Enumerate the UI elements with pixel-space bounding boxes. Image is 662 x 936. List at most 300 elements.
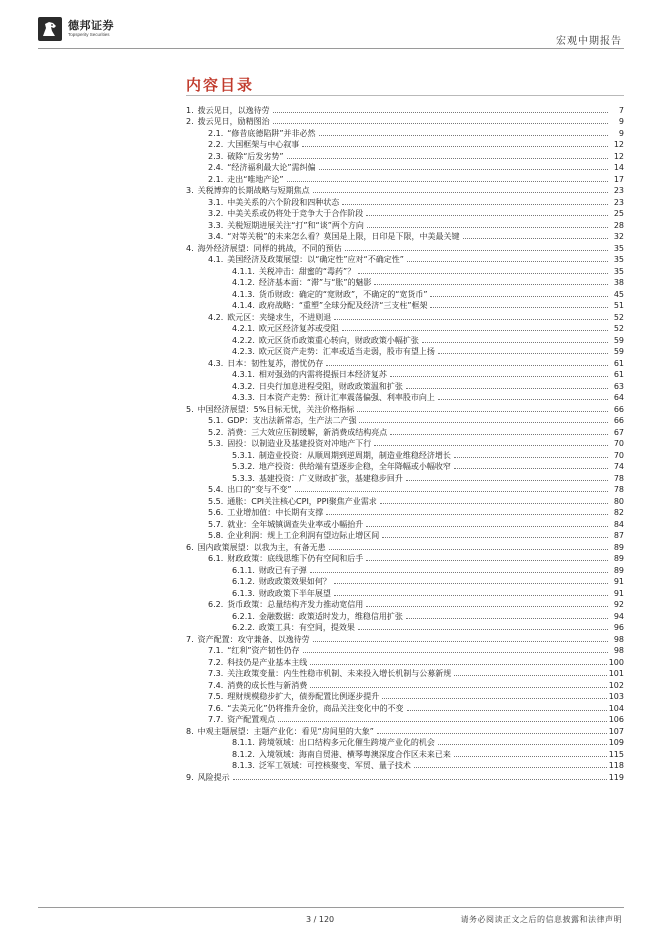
toc-entry-number: 2.4. [208,163,224,172]
toc-leader-dots [390,434,608,435]
toc-entry-page: 14 [613,163,624,172]
toc-entry-title: 出口的“变与不变” [227,485,292,494]
toc-leader-dots [366,526,608,527]
toc-entry[interactable] [186,448,624,460]
toc-entry[interactable] [186,391,624,403]
toc-leader-dots [463,238,608,239]
toc-entry-page: 96 [613,623,624,632]
toc-leader-dots [406,480,608,481]
toc-entry[interactable] [186,621,624,633]
toc-entry-title: 政府战略：“重塑”全球分配及经济“三支柱”框架 [258,301,428,310]
toc-leader-dots [430,296,608,297]
toc-entry[interactable] [186,437,624,449]
toc-entry-page: 67 [613,427,624,437]
toc-entry-number: 5.5. [208,496,224,506]
toc-leader-dots [438,353,608,354]
toc-entry-title: 日本：韧性复苏，潜忧仍存 [227,358,324,368]
toc-entry-page: 104 [608,703,624,713]
toc-leader-dots [454,457,608,458]
toc-entry[interactable] [186,736,624,748]
toc-entry-page: 35 [613,266,624,276]
toc-entry-title: 相对强劲的内需将提振日本经济复苏 [258,370,387,379]
toc-leader-dots [366,606,608,607]
toc-entry-page: 107 [608,726,624,736]
toc-entry-page: 59 [613,347,624,356]
toc-entry-number: 7.2. [208,657,224,667]
toc-entry-number: 4.1.2. [232,278,255,287]
toc-entry[interactable] [186,414,624,426]
toc-entry-page: 17 [613,174,624,184]
toc-entry-title: 泛军工领域：可控核聚变、军贸、量子技术 [258,761,411,770]
toc-entry-title: 消费：三大效应压制缓解，新消费成结构亮点 [227,427,388,437]
toc-entry-title: 走出“唯地产论” [227,174,284,184]
toc-leader-dots [302,146,608,147]
toc-entry-number: 4.3.2. [232,381,255,391]
toc-entry-page: 63 [613,381,624,391]
toc-entry-page: 12 [613,140,624,149]
toc-leader-dots [414,767,607,768]
toc-entry-number: 4.1.4. [232,301,255,310]
toc-entry[interactable] [186,149,624,161]
toc-entry-title: 理财规模稳步扩大，债券配置比例逐步提升 [227,692,380,701]
toc-entry-title: 中国经济展望：5%目标无忧，关注价格指标 [197,404,355,414]
table-of-contents [186,103,624,782]
toc-entry-title: 国内政策展望：以我为主，有备无患 [197,542,326,552]
toc-entry-number: 6.1.2. [232,577,255,586]
toc-entry-number: 4.1. [208,255,224,264]
toc-entry-page: 59 [613,335,624,345]
toc-leader-dots [303,652,608,653]
toc-leader-dots [295,491,608,492]
toc-entry-page: 106 [608,715,624,724]
toc-entry-number: 2.1. [208,174,224,184]
toc-entry-number: 7.6. [208,703,224,713]
toc-entry[interactable] [186,598,624,610]
toc-entry[interactable] [186,207,624,219]
toc-entry-number: 3.3. [208,220,224,230]
toc-entry-title: 海外经济展望：同样的挑战，不同的预估 [197,243,342,253]
toc-entry-page: 109 [608,738,624,747]
toc-entry-number: 7.5. [208,692,224,701]
toc-entry[interactable] [186,678,624,690]
toc-entry-title: “对等关税”的未来怎么看？莫国是上限，日印是下限，中美最关键 [227,232,460,241]
toc-entry-title: 工业增加值：中长期有支撑 [227,508,324,517]
toc-entry-title: 就业：全年城镇调查失业率或小幅抬升 [227,519,364,529]
toc-entry-number: 6.2.2. [232,623,255,632]
header-divider [38,48,624,49]
toc-entry-title: 资产配置：攻守兼备、以逸待劳 [197,634,310,644]
toc-entry-number: 5.3.3. [232,473,255,483]
toc-leader-dots [438,744,607,745]
toc-entry-number: 2.3. [208,151,224,161]
toc-entry-title: “经济福利最大论”需纠偏 [227,163,316,172]
toc-leader-dots [374,445,608,446]
toc-leader-dots [233,779,607,780]
footer-divider [38,907,624,908]
toc-leader-dots [357,411,608,412]
toc-entry-title: 美国经济及政策展望：以“确定性”应对“不确定性” [227,255,404,264]
report-type: 宏观中期报告 [556,36,622,47]
horse-logo-icon [38,17,62,41]
toc-entry-page: 115 [608,749,624,759]
toc-entry-page: 91 [613,588,624,598]
toc-entry-number: 5.3.1. [232,450,255,460]
toc-leader-dots [366,560,608,561]
toc-entry-page: 91 [613,577,624,586]
toc-entry-title: 财政已有子弹 [258,565,307,575]
toc-entry-title: 关注政策变量：内生性稳市机制、未来投入增长机制与公募新规 [227,669,452,678]
toc-entry-number: 6.1.3. [232,588,255,598]
toc-entry-title: 跨境领域：出口结构多元化催生跨境产业化的机会 [258,738,435,747]
toc-leader-dots [358,629,608,630]
toc-entry-title: 关税博弈的长期战略与短期焦点 [197,186,310,195]
toc-entry-number: 5.2. [208,427,224,437]
page-footer [0,905,662,936]
toc-entry[interactable] [186,299,624,311]
toc-entry-title: 财政政策下半年展望 [258,588,331,598]
toc-entry-number: 6.2.1. [232,611,255,621]
toc-entry[interactable] [186,586,624,598]
toc-entry-page: 9 [618,117,624,126]
toc-leader-dots [334,319,608,320]
toc-leader-dots [334,583,608,584]
toc-entry-page: 94 [613,611,624,621]
toc-entry[interactable] [186,218,624,230]
toc-leader-dots [313,192,608,193]
toc-entry-page: 98 [613,634,624,644]
toc-leader-dots [367,227,608,228]
toc-entry-page: 80 [613,496,624,506]
toc-entry-title: 财政政策：底线思维下仍有空间和后手 [227,554,364,563]
toc-entry[interactable] [186,529,624,541]
toc-entry[interactable] [186,402,624,414]
toc-entry-page: 98 [613,646,624,655]
toc-entry[interactable] [186,575,624,587]
toc-entry[interactable] [186,138,624,150]
toc-entry-number: 7. [186,634,194,644]
toc-entry-number: 5.1. [208,416,224,425]
toc-entry[interactable] [186,460,624,472]
toc-entry[interactable] [186,253,624,265]
toc-entry[interactable] [186,345,624,357]
toc-entry-page: 103 [608,692,624,701]
toc-entry[interactable] [186,172,624,184]
toc-leader-dots [377,733,607,734]
toc-entry[interactable] [186,632,624,644]
toc-entry[interactable] [186,310,624,322]
toc-entry[interactable] [186,184,624,196]
toc-entry-number: 3.2. [208,209,224,218]
toc-leader-dots [342,330,608,331]
toc-entry-title: 关税冲击：甜蜜的“毒药”？ [258,266,356,276]
toc-entry[interactable] [186,103,624,115]
toc-entry[interactable] [186,552,624,564]
toc-entry-page: 23 [613,197,624,207]
toc-entry-title: 科技仍是产业基本主线 [227,657,308,667]
toc-entry[interactable] [186,759,624,771]
toc-entry-number: 3.1. [208,197,224,207]
toc-entry-title: 中美关系的六个阶段和四种状态 [227,197,340,207]
toc-entry-page: 61 [613,358,624,368]
toc-leader-dots [334,595,608,596]
toc-entry-title: GDP：支出法新常态，生产法二产强 [227,416,357,425]
toc-entry-title: 资产配置观点 [227,715,276,724]
toc-leader-dots [310,664,606,665]
toc-entry-title: 入境领域：海南自贸港、横琴粤澳深度合作区未来已来 [258,749,451,759]
toc-entry-number: 5.3. [208,439,224,448]
toc-entry[interactable] [186,644,624,656]
toc-leader-dots [287,158,608,159]
toc-leader-dots [390,376,608,377]
toc-entry-number: 4.1.1. [232,266,255,276]
toc-entry-page: 66 [613,404,624,414]
toc-entry-number: 6.1. [208,554,224,563]
toc-entry[interactable] [186,609,624,621]
toc-entry-title: 欧元区资产走势：汇率或适当走弱，股市有望上扬 [258,347,435,356]
toc-entry[interactable] [186,195,624,207]
toc-entry-title: 基建投资：广义财政扩张，基建稳步回升 [258,473,403,483]
toc-entry-title: 欧元区货币政策重心转向，财政政策小幅扩张 [258,335,419,345]
toc-entry[interactable] [186,333,624,345]
toc-entry-page: 38 [613,278,624,287]
toc-entry-title: 风险提示 [197,772,230,782]
toc-entry[interactable] [186,483,624,495]
toc-entry-page: 35 [613,255,624,264]
toc-leader-dots [366,215,608,216]
toc-entry-title: “去美元化”仍将推升金价，商品关注变化中的不变 [227,703,404,713]
toc-entry-number: 4.3. [208,358,224,368]
toc-entry-number: 4.1.3. [232,289,255,299]
toc-entry-title: 欧元区经济复苏或受阻 [258,324,339,333]
toc-entry-page: 64 [613,393,624,402]
toc-entry-title: 中美关系或仍将处于竞争大于合作阶段 [227,209,364,218]
toc-leader-dots [310,687,606,688]
toc-entry-number: 2.2. [208,140,224,149]
toc-entry-page: 92 [613,600,624,609]
toc-entry-number: 4.2.1. [232,324,255,333]
toc-entry-title: 破除“后发劣势” [227,151,284,161]
toc-entry-number: 6.2. [208,600,224,609]
toc-entry-page: 66 [613,416,624,425]
toc-entry[interactable] [186,115,624,127]
toc-leader-dots [454,468,608,469]
toc-entry-number: 3. [186,186,194,195]
toc-entry-number: 7.3. [208,669,224,678]
toc-leader-dots [374,284,608,285]
toc-leader-dots [359,422,608,423]
toc-leader-dots [407,261,608,262]
toc-entry-page: 52 [613,312,624,322]
toc-entry[interactable] [186,517,624,529]
toc-entry-title: 地产投资：供给端有望逐步企稳，全年降幅或小幅收窄 [258,462,451,471]
toc-entry-title: 日央行加息进程受阻，财政政策温和扩张 [258,381,403,391]
toc-entry-page: 25 [613,209,624,218]
toc-entry-page: 119 [608,772,624,782]
toc-leader-dots [407,710,607,711]
toc-leader-dots [319,169,608,170]
toc-entry-number: 2.1. [208,128,224,138]
toc-entry-title: 消费的成长性与新消费 [227,680,308,690]
toc-entry-page: 82 [613,508,624,517]
toc-entry-number: 4.2.3. [232,347,255,356]
toc-entry[interactable] [186,425,624,437]
toc-entry-page: 45 [613,289,624,299]
toc-entry-page: 78 [613,485,624,494]
toc-leader-dots [326,514,608,515]
toc-entry-number: 4.3.3. [232,393,255,402]
toc-title-divider [186,95,624,96]
logo-name-cn: 德邦证券 [68,19,114,33]
toc-leader-dots [406,388,608,389]
toc-entry-page: 61 [613,370,624,379]
toc-entry[interactable] [186,724,624,736]
toc-entry-title: 经济基本面：“滞”与“胀”的魅影 [258,278,372,287]
toc-entry[interactable] [186,241,624,253]
toc-entry-title: 固投：以制造业及基建投资对冲地产下行 [227,439,372,448]
toc-entry-number: 8.1.2. [232,749,255,759]
toc-entry[interactable] [186,494,624,506]
toc-entry-number: 5.4. [208,485,224,494]
toc-entry[interactable] [186,368,624,380]
toc-entry[interactable] [186,379,624,391]
toc-entry[interactable] [186,655,624,667]
toc-leader-dots [319,135,608,136]
toc-entry-title: “修昔底德陷阱”并非必然 [227,128,316,138]
toc-entry-number: 5.7. [208,519,224,529]
toc-leader-dots [278,721,606,722]
toc-entry[interactable] [186,506,624,518]
toc-entry-title: 欧元区：夹缝求生，不进则退 [227,312,332,322]
page-number: 3 / 120 [306,915,335,924]
toc-leader-dots [430,307,608,308]
toc-entry-page: 52 [613,324,624,333]
toc-entry-page: 28 [613,220,624,230]
toc-entry-page: 70 [613,439,624,448]
toc-entry-page: 102 [608,680,624,690]
toc-entry[interactable] [186,276,624,288]
toc-leader-dots [273,112,608,113]
toc-entry-number: 9. [186,772,194,782]
toc-entry[interactable] [186,471,624,483]
toc-title: 内容目录 [186,76,255,94]
toc-entry-page: 78 [613,473,624,483]
toc-entry[interactable] [186,563,624,575]
toc-entry-page: 101 [608,669,624,678]
toc-entry-page: 89 [613,542,624,552]
toc-entry-page: 7 [618,105,624,115]
toc-entry[interactable] [186,713,624,725]
toc-leader-dots [382,698,606,699]
toc-leader-dots [345,250,608,251]
toc-entry-page: 35 [613,243,624,253]
toc-entry-number: 5.3.2. [232,462,255,471]
toc-entry-number: 5.8. [208,531,224,540]
toc-entry-number: 7.7. [208,715,224,724]
toc-leader-dots [329,549,608,550]
toc-leader-dots [310,572,608,573]
toc-leader-dots [342,204,608,205]
toc-entry-title: 通胀：CPI关注核心CPI，PPI聚焦产业需求 [227,496,377,506]
toc-entry-page: 89 [613,554,624,563]
toc-entry-number: 7.4. [208,680,224,690]
logo-text [68,20,114,38]
toc-leader-dots [358,273,608,274]
toc-leader-dots [438,399,608,400]
toc-entry[interactable] [186,540,624,552]
toc-entry-number: 1. [186,105,194,115]
toc-entry[interactable] [186,701,624,713]
toc-entry-number: 5. [186,404,194,414]
toc-leader-dots [454,756,607,757]
toc-entry-title: 政策工具：有空间，提效果 [258,623,355,632]
toc-entry-page: 100 [608,657,624,667]
toc-entry-page: 12 [613,151,624,161]
toc-entry-number: 4.3.1. [232,370,255,379]
toc-entry[interactable] [186,161,624,173]
page-header [0,0,662,50]
toc-entry[interactable] [186,747,624,759]
toc-entry-number: 8.1.1. [232,738,255,747]
toc-entry-title: 货币政策：总量结构齐发力推动宽信用 [227,600,364,609]
toc-entry-page: 32 [613,232,624,241]
toc-entry-title: 企业利润：规上工企利润有望边际止增区间 [227,531,380,540]
toc-entry-number: 7.1. [208,646,224,655]
toc-entry[interactable] [186,690,624,702]
toc-entry[interactable] [186,230,624,242]
toc-entry-title: 财政政策效果如何？ [258,577,331,586]
toc-entry-number: 6.1.1. [232,565,255,575]
logo-name-en: Topsperity Securities [68,32,110,38]
toc-entry-page: 118 [608,761,624,770]
toc-leader-dots [326,365,608,366]
toc-entry-title: 日本资产走势：预计汇率震荡偏强、利率股市向上 [258,393,435,402]
toc-entry-page: 74 [613,462,624,471]
toc-entry-title: 大国框架与中心叙事 [227,140,300,149]
toc-entry-number: 4.2. [208,312,224,322]
toc-entry-page: 9 [618,128,624,138]
toc-leader-dots [422,342,608,343]
toc-entry[interactable] [186,322,624,334]
toc-entry-title: “红利”资产韧性仍存 [227,646,300,655]
toc-entry-title: 制造业投资：从顺周期到逆周期，制造业维稳经济增长 [258,450,451,460]
toc-entry[interactable] [186,770,624,782]
toc-leader-dots [382,537,608,538]
toc-entry-number: 6. [186,542,194,552]
toc-entry[interactable] [186,356,624,368]
toc-entry-number: 8.1.3. [232,761,255,770]
toc-entry-number: 2. [186,117,194,126]
toc-leader-dots [454,675,606,676]
toc-entry-title: 拨云见日，以逸待劳 [197,105,270,115]
toc-entry[interactable] [186,667,624,679]
legal-disclaimer: 请务必阅读正文之后的信息披露和法律声明 [460,915,622,924]
toc-leader-dots [273,123,608,124]
toc-entry-page: 23 [613,186,624,195]
toc-entry-title: 货币财政：确定的“宽财政”，不确定的“宽货币” [258,289,428,299]
toc-entry[interactable] [186,287,624,299]
company-logo [38,14,114,44]
toc-entry[interactable] [186,264,624,276]
toc-leader-dots [380,503,608,504]
toc-leader-dots [406,618,608,619]
toc-entry-title: 拨云见日，励精图治 [197,117,270,126]
toc-entry-number: 3.4. [208,232,224,241]
toc-entry[interactable] [186,126,624,138]
toc-entry-page: 70 [613,450,624,460]
toc-entry-page: 89 [613,565,624,575]
toc-entry-title: 中观主题展望：主题产业化：看见“房间里的大象” [197,726,374,736]
toc-entry-number: 5.6. [208,508,224,517]
